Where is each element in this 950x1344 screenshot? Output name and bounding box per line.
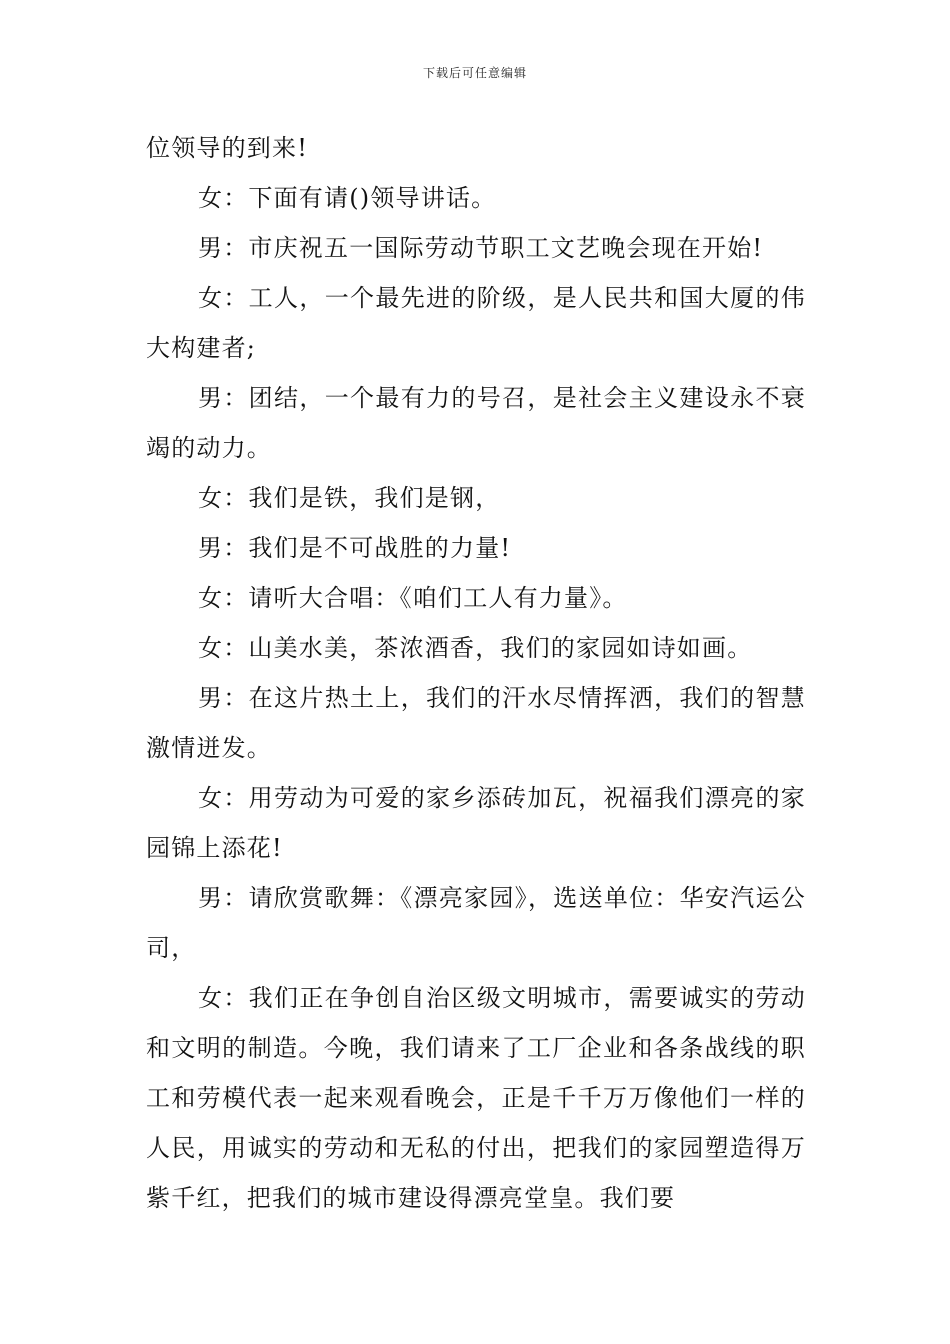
paragraph: 女：下面有请()领导讲话。	[198, 184, 497, 212]
paragraph: 女：我们是铁，我们是钢，	[198, 484, 501, 512]
paragraph: 女：山美水美，茶浓酒香，我们的家园如诗如画。	[198, 634, 753, 662]
paragraph: 女：工人，一个最先进的阶级，是人民共和国大厦的伟大构建者;	[146, 284, 806, 362]
paragraph: 男：团结，一个最有力的号召，是社会主义建设永不衰竭的动力。	[146, 384, 806, 462]
paragraph: 男：市庆祝五一国际劳动节职工文艺晚会现在开始!	[198, 234, 764, 262]
paragraph: 男：在这片热土上，我们的汗水尽情挥洒，我们的智慧激情迸发。	[146, 684, 806, 762]
paragraph: 男：请欣赏歌舞：《漂亮家园》，选送单位：华安汽运公司，	[146, 884, 806, 962]
paragraph: 男：我们是不可战胜的力量!	[198, 534, 512, 562]
paragraph: 女：请听大合唱：《咱们工人有力量》。	[198, 584, 628, 612]
document-body	[146, 123, 806, 1223]
paragraph: 位领导的到来!	[146, 134, 309, 162]
paragraph: 女：我们正在争创自治区级文明城市，需要诚实的劳动和文明的制造。今晚，我们请来了工厂企业和各条战线的职工和劳模代表一起来观看晚会，正是千千万万像他们一样的人民，用诚实的劳动和无私的付出，把我们的家园塑造得万紫千红，把我们的城市建设得漂亮堂皇。我们要	[146, 984, 806, 1212]
paragraph: 女：用劳动为可爱的家乡添砖加瓦，祝福我们漂亮的家园锦上添花!	[146, 784, 806, 862]
page-header: 下载后可任意编辑	[422, 66, 527, 80]
